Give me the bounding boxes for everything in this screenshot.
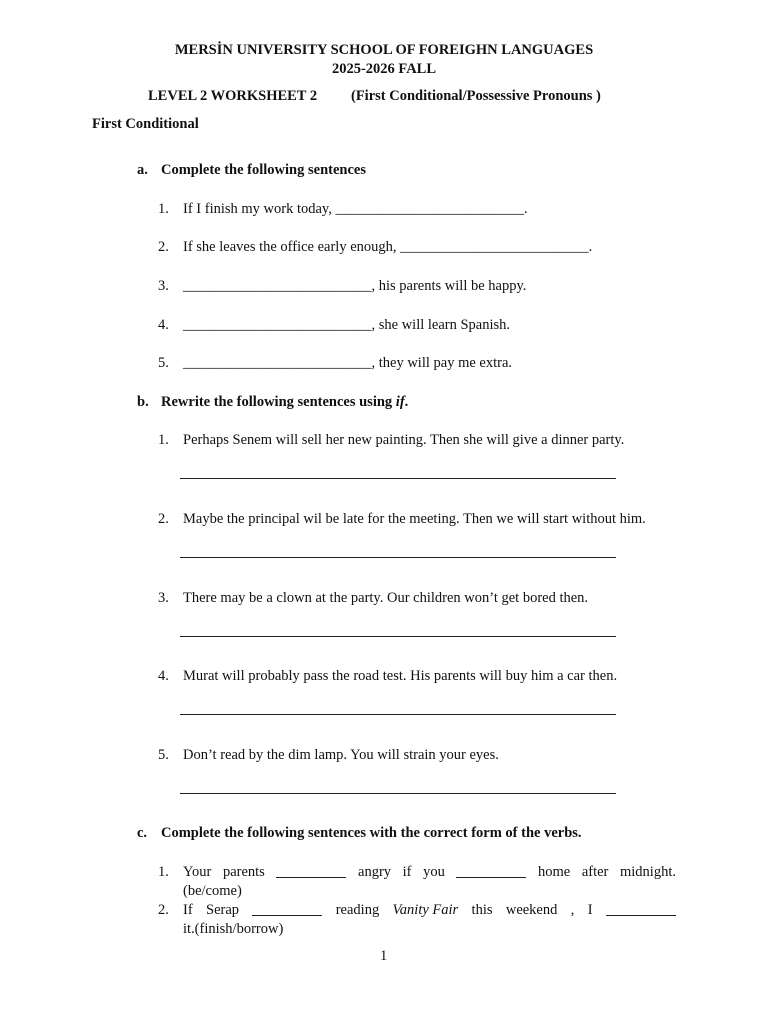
section-title: First Conditional [92,116,199,132]
sentence: __________________________, she will learn Spanish. [183,317,511,333]
item-number: 3. [158,278,169,294]
answer-line[interactable] [180,793,616,794]
page-number: 1 [380,948,388,964]
item-number: 2. [158,902,169,918]
answer-line[interactable] [180,636,616,637]
sentence: If I finish my work today, __________________________. [183,201,528,217]
part-b-heading: Rewrite the following sentences using if. [161,394,409,410]
sentence: Perhaps Senem will sell her new painting. Then she will give a dinner party. [183,432,625,448]
verb-hint: (be/come) [183,883,242,899]
sentence: __________________________, his parents will be happy. [183,278,527,294]
item-number: 1. [158,432,169,448]
term-title: 2025-2026 FALL [331,61,437,77]
worksheet-title: LEVEL 2 WORKSHEET 2 [148,88,318,104]
item-number: 1. [158,864,169,880]
book-title: Vanity Fair [392,902,459,918]
answer-blank[interactable]: __________________________ [400,239,589,255]
item-number: 5. [158,747,169,763]
item-number: 5. [158,355,169,371]
sentence: If Serap reading Vanity Fair this weekend , I [183,902,676,919]
answer-blank[interactable]: __________________________ [335,201,524,217]
item-number: 3. [158,590,169,606]
part-c-heading: Complete the following sentences with the correct form of the verbs. [161,825,582,841]
answer-blank[interactable] [276,864,346,878]
answer-line[interactable] [180,557,616,558]
worksheet-topic: (First Conditional/Possessive Pronouns ) [351,88,601,104]
sentence: There may be a clown at the party. Our children won’t get bored then. [183,590,589,606]
part-a-heading: Complete the following sentences [161,162,366,178]
item-number: 4. [158,317,169,333]
answer-blank[interactable] [606,902,676,916]
answer-blank[interactable]: __________________________ [183,317,372,333]
sentence-continuation: it.(finish/borrow) [183,921,284,937]
item-number: 4. [158,668,169,684]
item-number: 1. [158,201,169,217]
answer-line[interactable] [180,714,616,715]
sentence: Murat will probably pass the road test. His parents will buy him a car then. [183,668,618,684]
item-number: 2. [158,239,169,255]
part-b-marker: b. [137,394,149,410]
answer-blank[interactable]: __________________________ [183,278,372,294]
part-c-marker: c. [137,825,148,841]
sentence: If she leaves the office early enough, __________________________. [183,239,593,255]
sentence: Maybe the principal wil be late for the meeting. Then we will start without him. [183,511,646,527]
answer-line[interactable] [180,478,616,479]
answer-blank[interactable] [252,902,322,916]
part-a-marker: a. [137,162,148,178]
if-keyword: if [395,394,405,410]
sentence: Your parents angry if you home after midnight. [183,864,676,880]
sentence: Don’t read by the dim lamp. You will strain your eyes. [183,747,499,763]
item-number: 2. [158,511,169,527]
answer-blank[interactable]: __________________________ [183,355,372,371]
answer-blank[interactable] [456,864,526,878]
school-title: MERSİN UNIVERSITY SCHOOL OF FOREIGHN LANGUAGES [174,42,594,58]
sentence: __________________________, they will pay me extra. [183,355,513,371]
